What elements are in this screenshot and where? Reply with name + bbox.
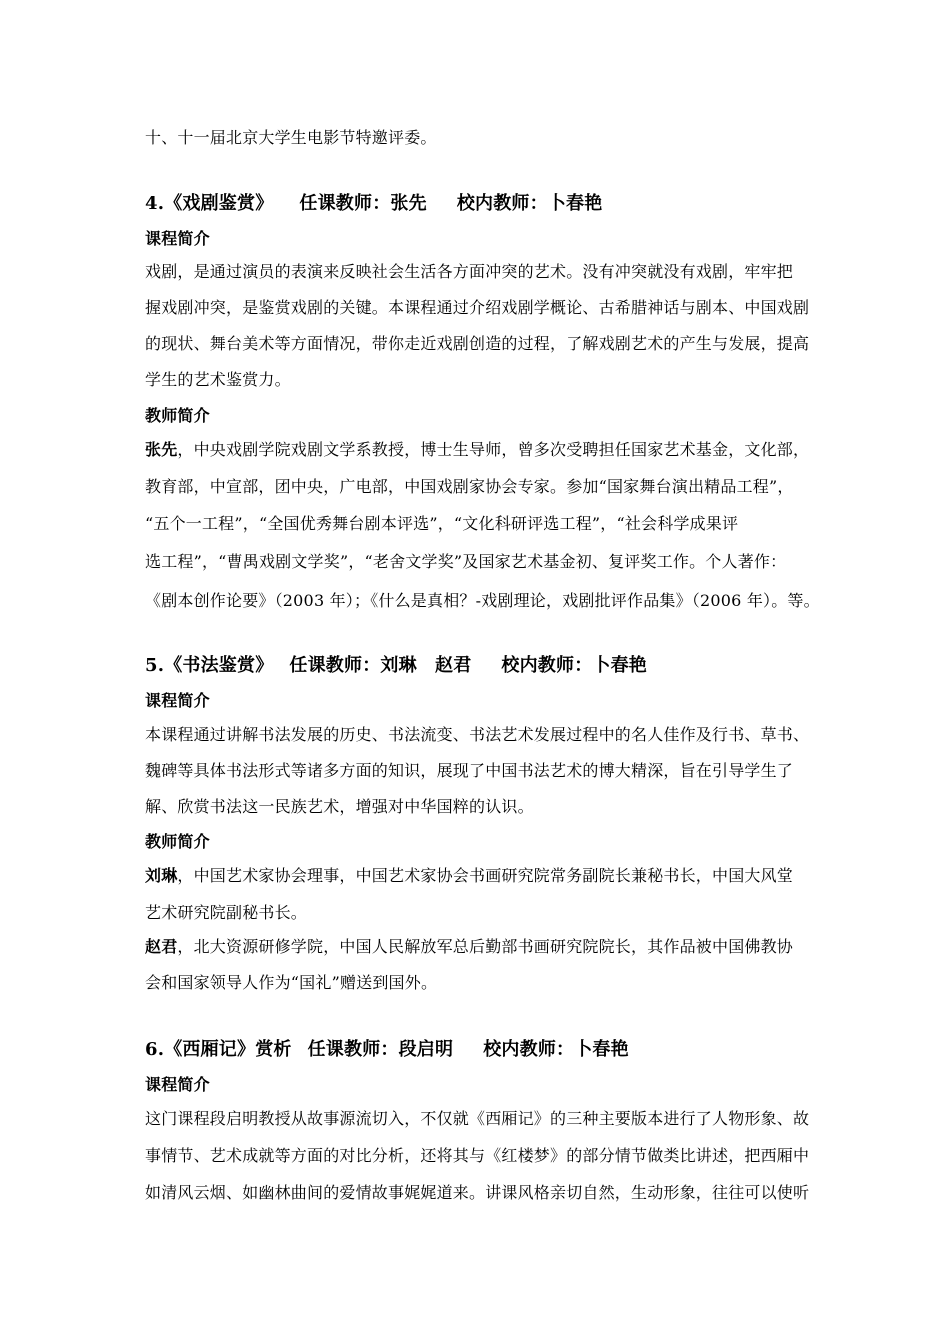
campus-teacher-label: 校内教师： [501, 655, 593, 676]
teacher-bio-line: 《剧本创作论要》（2003 年）；《什么是真相？-戏剧理论，戏剧批评作品集》（2006 年）。等。 [145, 591, 820, 610]
teacher-intro-label: 教师简介 [145, 832, 210, 851]
campus-teacher-label: 校内教师： [483, 1039, 575, 1060]
course-intro-line: 戏剧，是通过演员的表演来反映社会生活各方面冲突的艺术。没有冲突就没有戏剧，牢牢把 [145, 262, 794, 281]
course-intro-line: 如清风云烟、如幽林曲间的爱情故事娓娓道来。讲课风格亲切自然，生动形象，往往可以使听 [145, 1183, 810, 1202]
teacher-bio-line: 会和国家领导人作为“国礼”赠送到国外。 [145, 973, 438, 992]
course-6-heading [145, 1039, 629, 1061]
course-number: 4. [145, 193, 165, 214]
course-title: 《西厢记》赏析 [164, 1039, 292, 1060]
course-number: 6. [145, 1039, 165, 1060]
teacher-bio-line: 艺术研究院副秘书长。 [145, 903, 308, 922]
campus-teacher-label: 校内教师： [456, 193, 548, 214]
course-intro-line: 的现状、舞台美术等方面情况，带你走近戏剧创造的过程，了解戏剧艺术的产生与发展，提高 [145, 334, 810, 353]
teacher-bio-line: 选工程”，“曹禺戏剧文学奖”，“老舍文学奖”及国家艺术基金初、复评奖工作。个人著作： [145, 552, 787, 571]
lecturer-names: 张先 [390, 193, 427, 214]
teacher-bio-text: ，中国艺术家协会理事，中国艺术家协会书画研究院常务副院长兼秘书长，中国大风堂 [177, 866, 794, 885]
course-intro-line: 握戏剧冲突，是鉴赏戏剧的关键。本课程通过介绍戏剧学概论、古希腊神话与剧本、中国戏剧 [145, 298, 810, 317]
course-intro-label: 课程简介 [145, 229, 210, 248]
teacher-intro-label: 教师简介 [145, 406, 210, 425]
course-title: 《书法鉴赏》 [164, 655, 274, 676]
course-intro-line: 解、欣赏书法这一民族艺术，增强对中华国粹的认识。 [145, 797, 534, 816]
teacher-bio-text: ，北大资源研修学院，中国人民解放军总后勤部书画研究院院长，其作品被中国佛教协 [177, 937, 794, 956]
course-intro-line: 事情节、艺术成就等方面的对比分析，还将其与《红楼梦》的部分情节做类比讲述，把西厢中 [145, 1146, 810, 1165]
lecturer-label: 任课教师： [307, 1039, 399, 1060]
course-intro-line: 魏碑等具体书法形式等诸多方面的知识，展现了中国书法艺术的博大精深，旨在引导学生了 [145, 761, 794, 780]
campus-teacher-name: 卜春艳 [547, 193, 603, 214]
teacher-bio-line [145, 866, 793, 886]
intro-tail-text: 十、十一届北京大学生电影节特邀评委。 [145, 128, 437, 147]
course-intro-line: 学生的艺术鉴赏力。 [145, 370, 291, 389]
teacher-bio-line [145, 937, 793, 957]
course-4-heading [145, 193, 602, 215]
teacher-bio-text: ，中央戏剧学院戏剧文学系教授，博士生导师，曾多次受聘担任国家艺术基金，文化部， [177, 440, 810, 459]
teacher-bio-line: 教育部，中宣部，团中央，广电部，中国戏剧家协会专家。参加“国家舞台演出精品工程”， [145, 477, 794, 496]
lecturer-label: 任课教师： [299, 193, 391, 214]
lecturer-names: 段启明 [398, 1039, 454, 1060]
course-intro-line: 本课程通过讲解书法发展的历史、书法流变、书法艺术发展过程中的名人佳作及行书、草书、 [145, 725, 810, 744]
course-5-heading [145, 655, 647, 677]
campus-teacher-name: 卜春艳 [592, 655, 648, 676]
teacher-bio-line: “五个一工程”，“全国优秀舞台剧本评选”，“文化科研评选工程”，“社会科学成果评 [145, 514, 739, 533]
course-title: 《戏剧鉴赏》 [164, 193, 274, 214]
teacher-name: 赵君 [145, 937, 178, 956]
course-intro-line: 这门课程段启明教授从故事源流切入，不仅就《西厢记》的三种主要版本进行了人物形象、故 [145, 1109, 810, 1128]
lecturer-names: 刘琳 赵君 [380, 655, 472, 676]
course-intro-label: 课程简介 [145, 1075, 210, 1094]
course-intro-label: 课程简介 [145, 691, 210, 710]
teacher-name: 刘琳 [145, 866, 178, 885]
course-number: 5. [145, 655, 165, 676]
teacher-bio-line [145, 440, 809, 460]
lecturer-label: 任课教师： [289, 655, 381, 676]
campus-teacher-name: 卜春艳 [574, 1039, 629, 1060]
teacher-name: 张先 [145, 440, 178, 459]
